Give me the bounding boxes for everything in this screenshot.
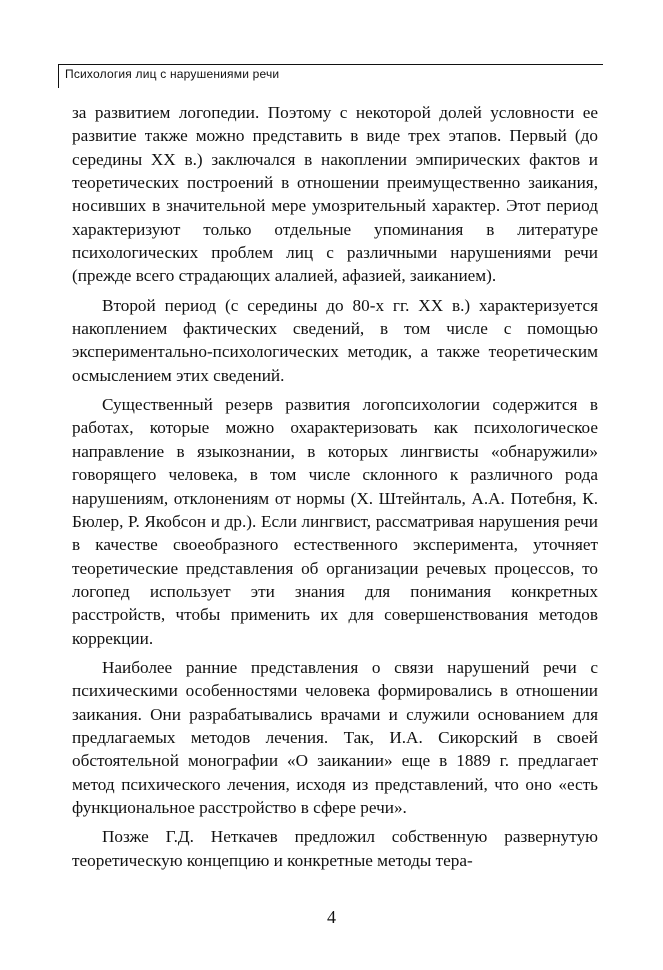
paragraph-4: Наиболее ранние представления о связи нарушений речи с психическими особенностями человека формировались в отношении заикания. Они разрабатывались врачами и служили основанием для предлагаемых методов лечения. Так, И.А. Сикорский в своей обстоятельной монографии «О заикании» еще в 1889 г. предлагает метод психического лечения, исходя из представлений, что оно «есть функциональное расстройство в сфере речи». — [72, 657, 598, 817]
paragraph-5: Позже Г.Д. Неткачев предложил собственную развернутую теоретическую концепцию и конкретные методы тера- — [72, 827, 598, 870]
paragraph-1: за развитием логопедии. Поэтому с некоторой долей условности ее развитие также можно представить в виде трех этапов. Первый (до середины XX в.) заключался в накоплении эмпирических фактов и теоретических построений в отношении преимущественно заикания, носивших в значительной мере умозрительный характер. Этот период характеризуют только отдельные упоминания в литературе психологических проблем лиц с различными нарушениями речи (прежде всего страдающих алалией, афазией, заиканием). — [72, 103, 598, 286]
page-number: 4 — [327, 907, 336, 927]
running-head: Психология лиц с нарушениями речи — [58, 64, 603, 88]
body-text — [72, 101, 598, 878]
paragraph-3: Существенный резерв развития логопсихологии содержится в работах, которые можно охарактеризовать как психологическое направление в языкознании, в которых лингвисты «обнаружили» говорящего человека, в том числе склонного к различного рода нарушениям, отклонениям от нормы (Х. Штейнталь, А.А. Потебня, К. Бюлер, Р. Якобсон и др.). Если лингвист, рассматривая нарушения речи в качестве своеобразного естественного эксперимента, уточняет теоретические представления об организации речевых процессов, то логопед использует эти знания для понимания конкретных расстройств, чтобы применить их для совершенствования методов коррекции. — [72, 395, 598, 648]
paragraph-2: Второй период (с середины до 80-х гг. XX в.) характеризуется накоплением фактических сведений, в том числе с помощью экспериментально-психологических методик, а также теоретическим осмыслением этих сведений. — [72, 295, 598, 385]
